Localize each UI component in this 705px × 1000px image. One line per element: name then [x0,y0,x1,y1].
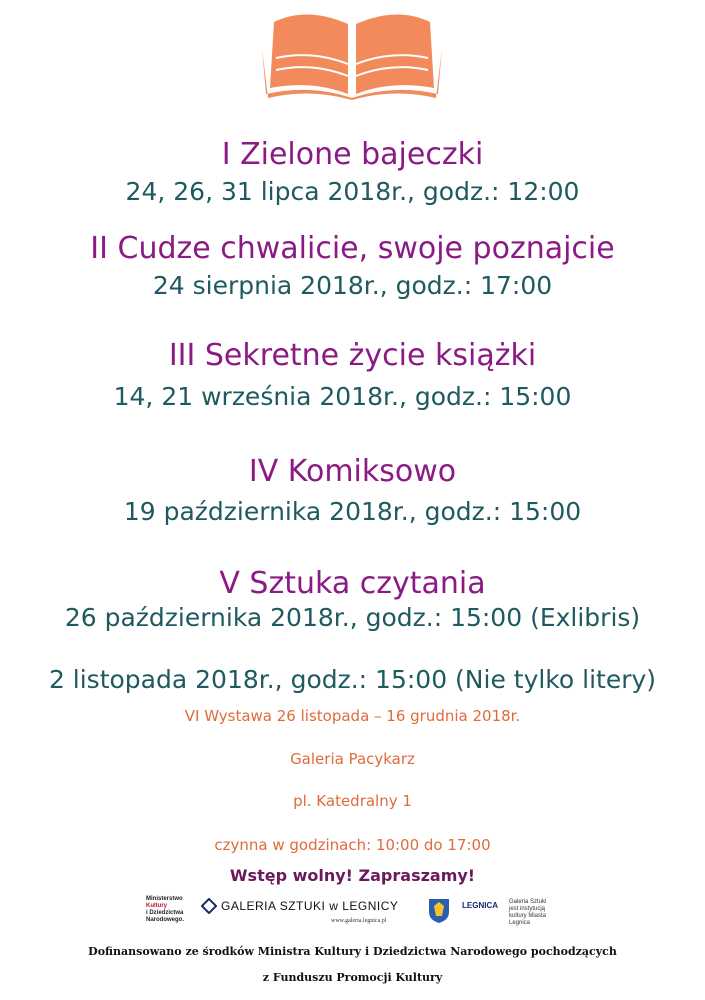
event-4-date: 19 października 2018r., godz.: 15:00 [123,497,582,526]
galeria-name: GALERIA SZTUKI w LEGNICY [221,899,399,913]
footer-line-2: z Funduszu Promocji Kultury [262,971,443,984]
event-5-title: V Sztuka czytania [219,566,486,601]
footer-line-1: Dofinansowano ze środków Ministra Kultury i Dziedzictwa Narodowego pochodzących [88,945,617,958]
ministry-logo [146,896,196,924]
exhibition-address: pl. Katedralny 1 [293,792,412,810]
event-5-date: 26 października 2018r., godz.: 15:00 (Exlibris) [64,603,641,632]
ministry-line1: Ministerstwo [146,896,183,902]
exhibition-hours: czynna w godzinach: 10:00 do 17:00 [214,836,491,854]
event-4-title: IV Komiksowo [248,454,457,489]
event-3-title: III Sekretne życie książki [168,338,537,373]
exhibition-line: VI Wystawa 26 listopada – 16 grudnia 2018r. [184,707,521,725]
diamond-icon [201,898,217,914]
event-2-date: 24 sierpnia 2018r., godz.: 17:00 [152,271,553,300]
event-5-date-2: 2 listopada 2018r., godz.: 15:00 (Nie tylko litery) [48,665,657,694]
event-2-title: II Cudze chwalicie, swoje poznajcie [90,231,615,266]
legnica-name: LEGNICA [462,901,498,910]
legnica-logo [462,901,507,910]
galeria-url: www.galeria.legnica.pl [331,918,387,924]
exhibition-venue: Galeria Pacykarz [290,750,415,768]
ministry-line2: Kultury [146,903,167,909]
event-3-date: 14, 21 września 2018r., godz.: 15:00 [113,382,572,411]
open-book-icon [262,8,442,100]
legnica-tagline: Galeria Sztuki jest instytucją kultury Miasta Legnica [509,899,547,926]
invite-text: Wstęp wolny! Zapraszamy! [229,866,476,885]
event-1-title: I Zielone bajeczki [221,137,484,172]
ministry-line3: i Dziedzictwa [146,910,184,916]
ministry-line4: Narodowego. [146,917,185,923]
event-1-date: 24, 26, 31 lipca 2018r., godz.: 12:00 [125,177,580,206]
legnica-crest-icon [428,898,450,924]
